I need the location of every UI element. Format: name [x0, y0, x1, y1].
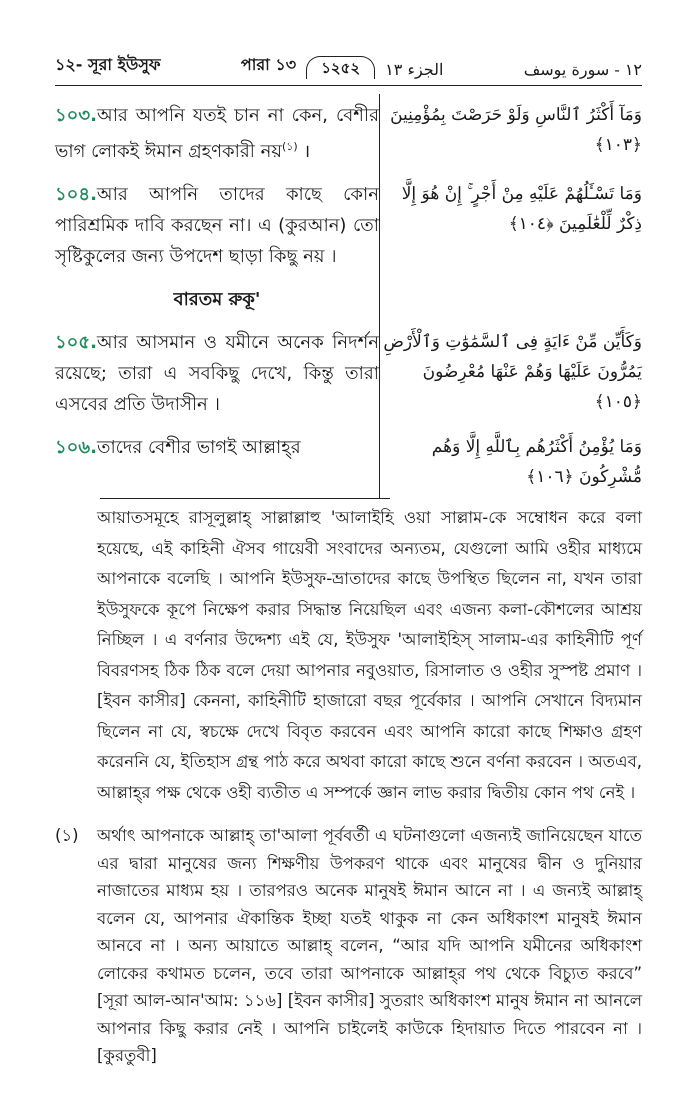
arabic-verse-104: وَمَا تَسْـَٔلُهُمْ عَلَيْهِ مِنْ أَجْرٍ ۚ إِنْ هُوَ إِلَّا ذِكْرٌ لِّلْعَٰلَمِينَ ﴿١٠٤﴾ — [401, 184, 642, 234]
verses-two-column — [55, 94, 642, 498]
verse-text: আর আসমান ও যমীনে অনেক নিদর্শন রয়েছে; তারা এ সবকিছু দেখে, কিন্তু তারা এসবের প্রতি উদাসীন । — [55, 332, 379, 415]
verse-text: আর আপনি তাদের কাছে কোন পারিশ্রমিক দাবি করছেন না। এ (কুরআন) তো সৃষ্টিকুলের জন্য উপদেশ ছাড়া কিছু নয় । — [55, 184, 379, 267]
verse-106 — [55, 426, 380, 498]
footnote — [55, 822, 642, 1070]
ruku-heading: বারতম রুকূ' — [55, 278, 380, 321]
header-juz-arabic: الجزء ١٣ — [385, 60, 444, 79]
verse-text: আর আপনি যতই চান না কেন, বেশীর ভাগ লোকই ঈমান গ্রহণকারী নয় — [55, 105, 379, 162]
header-para: পারা ১৩ — [240, 55, 297, 74]
footnote-ref[interactable]: (১) — [281, 140, 298, 153]
header-surah-bengali: ১২- সূরা ইউসুফ — [55, 55, 161, 74]
verse-number: ১০৪. — [55, 184, 97, 205]
verse-103 — [55, 94, 380, 173]
verse-number: ১০৫. — [55, 332, 97, 353]
arabic-verse-105: وَكَأَيِّن مِّنْ ءَايَةٍ فِى ٱلسَّمَٰوَٰتِ وَٱلْأَرْضِ يَمُرُّونَ عَلَيْهَا وَهُمْ عَنْهَا مُعْرِضُونَ ﴿١٠٥﴾ — [383, 332, 642, 412]
commentary-separator — [100, 498, 390, 499]
page-header — [55, 52, 642, 86]
page-number: ১২৫২ — [306, 56, 375, 79]
header-surah-arabic: ١٢ - سورة يوسف — [523, 60, 643, 79]
footnote-marker: (১) — [55, 826, 79, 845]
verse-text: তাদের বেশীর ভাগই আল্লাহ্‌র — [96, 437, 301, 458]
verse-105 — [55, 321, 380, 426]
arabic-verse-103: وَمَآ أَكْثَرُ ٱلنَّاسِ وَلَوْ حَرَصْتَ بِمُؤْمِنِينَ ﴿١٠٣﴾ — [390, 105, 642, 155]
arabic-verse-106: وَمَا يُؤْمِنُ أَكْثَرُهُم بِٱللَّهِ إِلَّا وَهُم مُّشْرِكُونَ ﴿١٠٦﴾ — [431, 437, 642, 487]
footnote-text: অর্থাৎ আপনাকে আল্লাহ্‌ তা'আলা পূর্ববর্তী এ ঘটনাগুলো এজন্যই জানিয়েছেন যাতে এর দ্বারা মানুষের জন্য শিক্ষণীয় উপকরণ থাকে এবং মানুষের দ্বীন ও দুনিয়ার নাজাতের মাধ্যম হয় । তারপরও অনেক মানুষই ঈমান আনে না । এ জন্যই আল্লাহ্‌ বলেন যে, আপনার ঐকান্তিক ইচ্ছা যতই থাকুক না কেন অধিকাংশ মানুষই ঈমান আনবে না । অন্য আয়াতে আল্লাহ্‌ বলেন, “আর যদি আপনি যমীনের অধিকাংশ লোকের কথামত চলেন, তবে তারা আপনাকে আল্লাহ্‌র পথ থেকে বিচ্যুত করবে” [সূরা আল-আন'আম: ১১৬] [ইবন কাসীর] সুতরাং অধিকাংশ মানুষ ঈমান না আনলে আপনার কিছু করার নেই । আপনি চাইলেই কাউকে হিদায়াত দিতে পারবেন না । [কুরতুবী] — [97, 826, 642, 1065]
ruku-blank — [380, 278, 642, 321]
commentary-text: আয়াতসমূহে রাসূলুল্লাহ্‌ সাল্লাল্লাহু 'আলাইহি ওয়া সাল্লাম-কে সম্বোধন করে বলা হয়েছে, এই কাহিনী ঐসব গায়েবী সংবাদের অন্যতম, যেগুলো আমি ওহীর মাধ্যমে আপনাকে বলেছি । আপনি ইউসুফ-ভ্রাতাদের কাছে উপস্থিত ছিলেন না, যখন তারা ইউসুফকে কূপে নিক্ষেপ করার সিদ্ধান্ত নিয়েছিল এবং এজন্য কলা-কৌশলের আশ্রয় নিচ্ছিল । এ বর্ণনার উদ্দেশ্য এই যে, ইউসুফ 'আলাইহিস্‌ সালাম-এর কাহিনীটি পূর্ণ বিবরণসহ ঠিক ঠিক বলে দেয়া আপনার নবুওয়াত, রিসালাত ও ওহীর সুস্পষ্ট প্রমাণ । [ইবন কাসীর] কেননা, কাহিনীটি হাজারো বছর পূর্বেকার । আপনি সেখানে বিদ্যমান ছিলেন না যে, স্বচক্ষে দেখে বিবৃত করবেন এবং আপনি কারো কাছে শিক্ষাও গ্রহণ করেননি যে, ইতিহাস গ্রন্থ পাঠ করে অথবা কারো কাছে শুনে বর্ণনা করবেন । অতএব, আল্লাহ্‌র পক্ষ থেকে ওহী ব্যতীত এ সম্পর্কে জ্ঞান লাভ করার দ্বিতীয় কোন পথ নেই । — [97, 508, 642, 802]
verse-104 — [55, 173, 380, 278]
verse-number: ১০৩. — [55, 105, 97, 126]
verse-number: ১০৬. — [55, 437, 97, 458]
verse-tail: । — [297, 141, 311, 162]
